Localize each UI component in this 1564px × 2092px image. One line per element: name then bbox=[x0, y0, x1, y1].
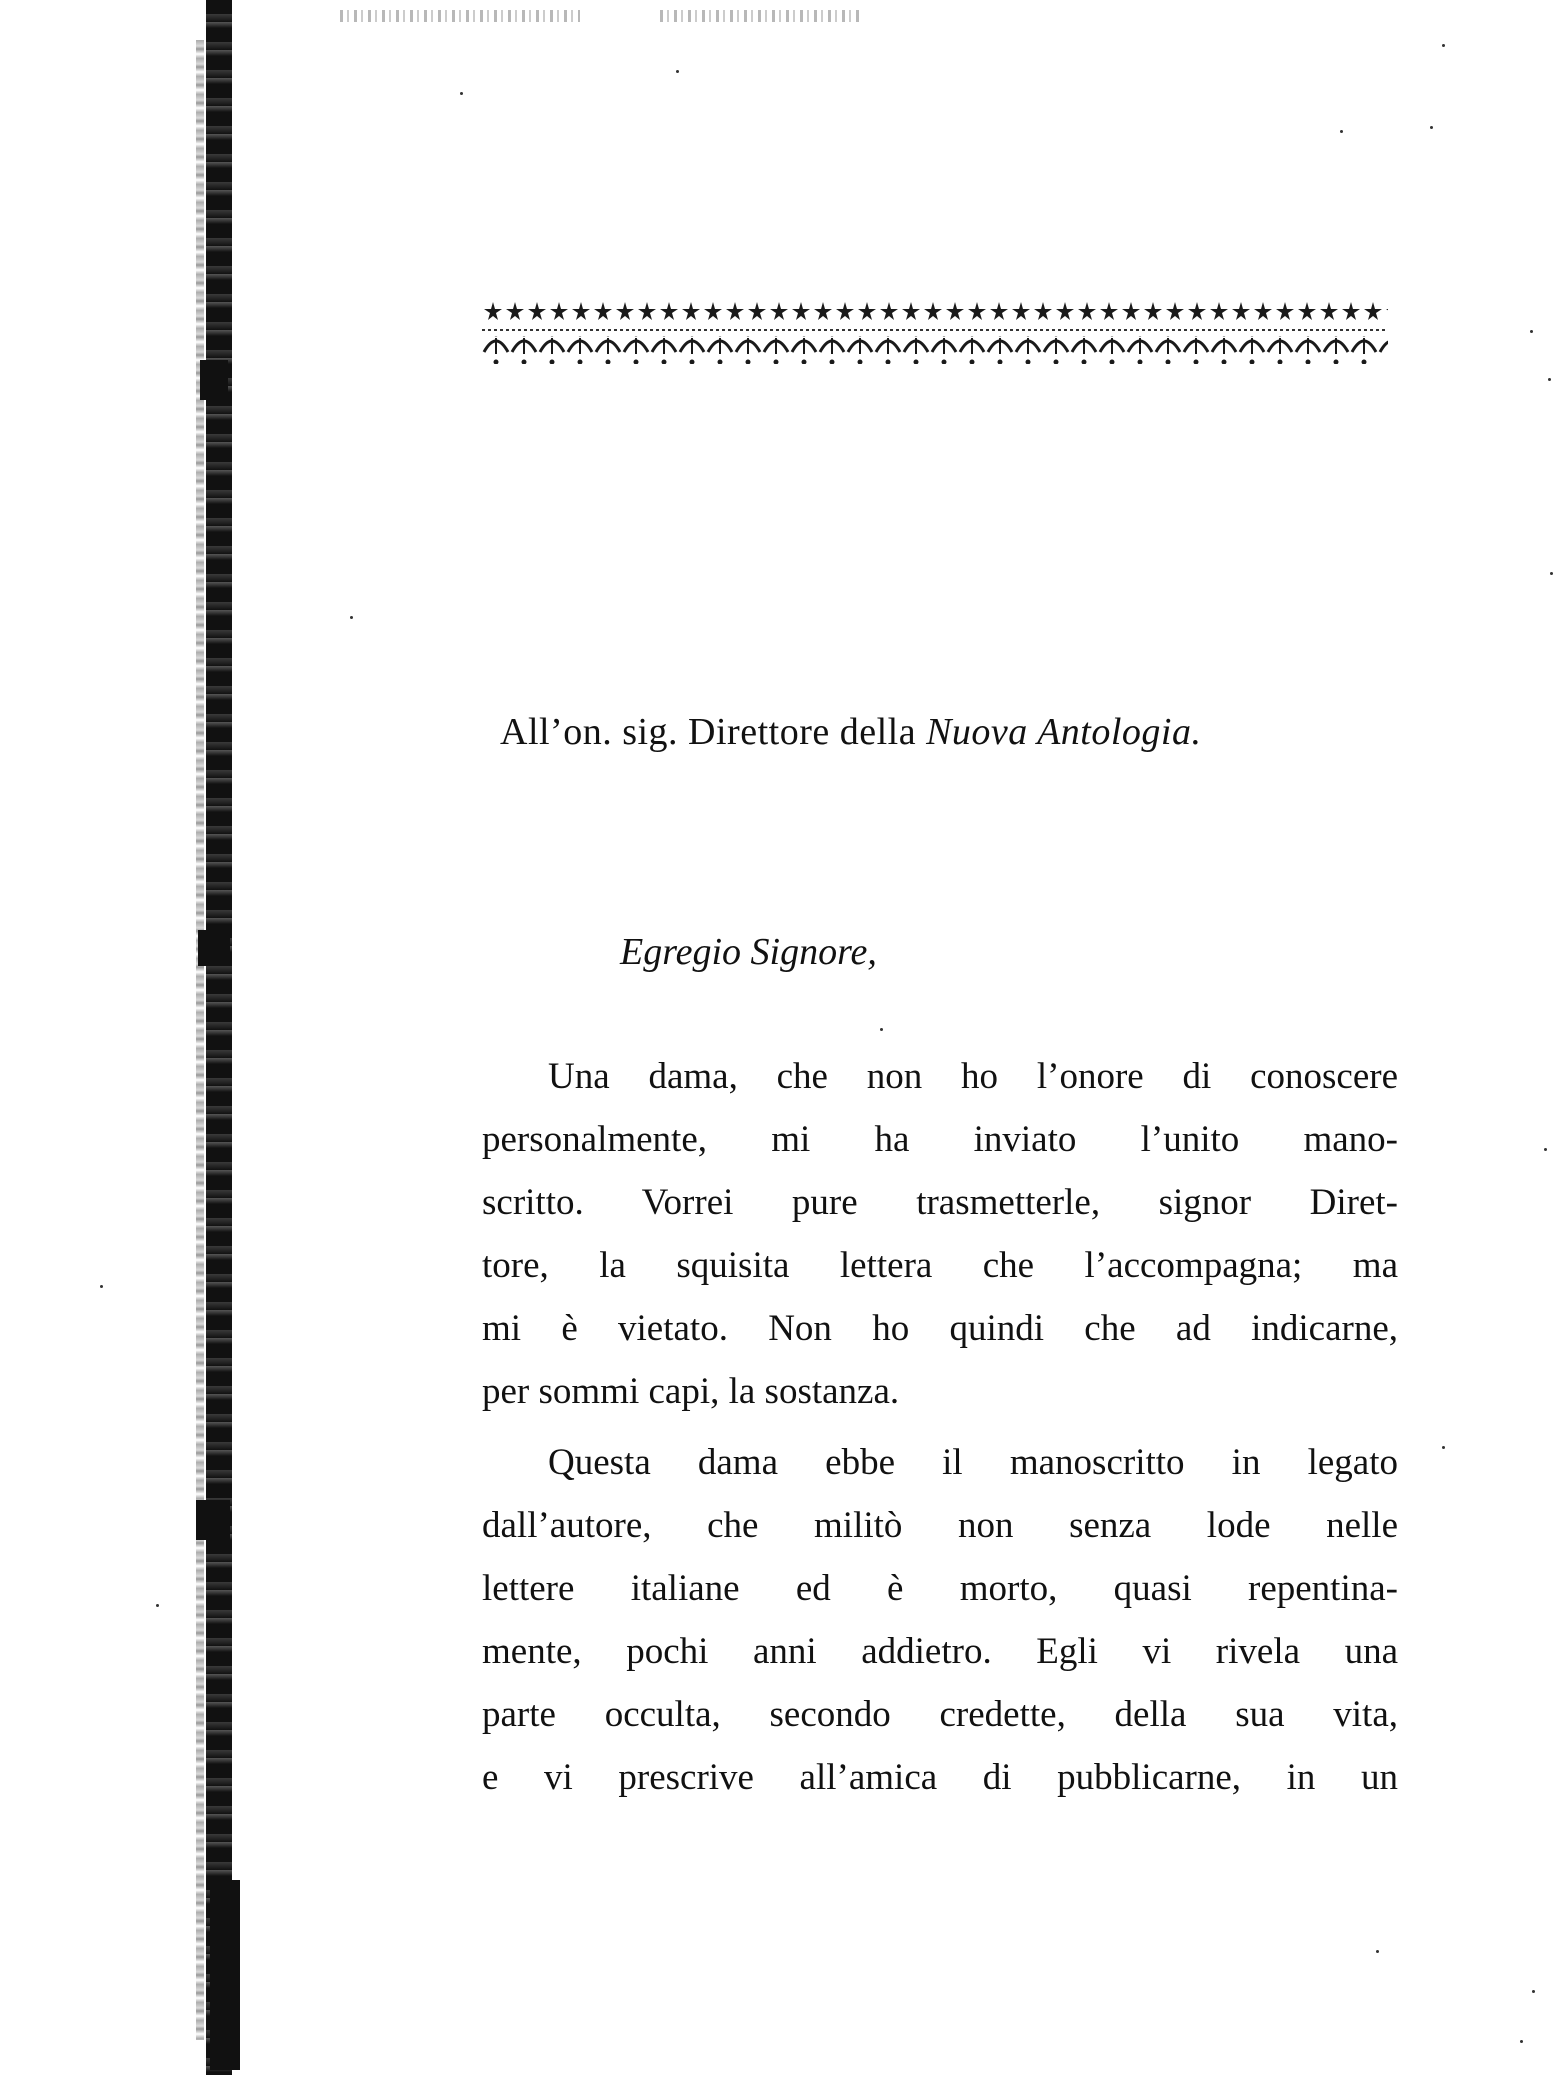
scan-speck bbox=[1550, 572, 1553, 575]
scan-speck bbox=[1376, 1950, 1379, 1953]
binding-mark bbox=[210, 1880, 240, 2070]
text-line: parte occulta, secondo credette, della sua vita, bbox=[482, 1694, 1398, 1735]
scan-speck bbox=[880, 1028, 883, 1031]
scan-speck bbox=[460, 92, 463, 95]
text-line: Una dama, che non ho l’onore di conoscere bbox=[548, 1056, 1398, 1097]
letter-heading bbox=[500, 710, 1400, 754]
scan-speck bbox=[1340, 130, 1343, 133]
salutation: Egregio Signore, bbox=[620, 931, 877, 973]
scan-noise bbox=[340, 10, 580, 22]
ornament-graphic bbox=[482, 300, 1388, 368]
binding-mark bbox=[200, 360, 228, 400]
binding-mark bbox=[196, 1500, 230, 1540]
text-line: scritto. Vorrei pure trasmetterle, signor Diret- bbox=[482, 1182, 1398, 1223]
text-line: tore, la squisita lettera che l’accompagna; ma bbox=[482, 1245, 1398, 1286]
text-line: per sommi capi, la sostanza. bbox=[482, 1371, 900, 1412]
scan-speck bbox=[156, 1604, 159, 1607]
text-line: mente, pochi anni addietro. Egli vi rivela una bbox=[482, 1631, 1398, 1672]
ornamental-band bbox=[482, 300, 1388, 368]
scan-speck bbox=[1442, 1446, 1445, 1449]
text-line: personalmente, mi ha inviato l’unito mano- bbox=[482, 1119, 1398, 1160]
letter-body bbox=[482, 1045, 1398, 1817]
scan-speck bbox=[1530, 330, 1533, 333]
text-line: Questa dama ebbe il manoscritto in legato bbox=[548, 1442, 1398, 1483]
paragraph bbox=[482, 1431, 1398, 1809]
paragraph bbox=[482, 1045, 1398, 1423]
scan-speck bbox=[350, 616, 353, 619]
scan-speck bbox=[1532, 1990, 1535, 1993]
scan-speck bbox=[100, 1285, 103, 1288]
scan-speck bbox=[1548, 378, 1551, 381]
scan-noise bbox=[660, 10, 860, 22]
binding-shadow bbox=[196, 40, 204, 2040]
text-line: lettere italiane ed è morto, quasi repentina- bbox=[482, 1568, 1398, 1609]
scan-speck bbox=[1430, 126, 1433, 129]
journal-title: Nuova Antologia. bbox=[926, 711, 1202, 753]
text-line: dall’autore, che militò non senza lode nelle bbox=[482, 1505, 1398, 1546]
scan-speck bbox=[1442, 44, 1445, 47]
binding-mark bbox=[198, 930, 230, 966]
scan-speck bbox=[1520, 2040, 1523, 2043]
scan-speck bbox=[1544, 1148, 1547, 1151]
text-line: e vi prescrive all’amica di pubblicarne, in un bbox=[482, 1757, 1398, 1798]
text-line: mi è vietato. Non ho quindi che ad indicarne, bbox=[482, 1308, 1398, 1349]
binding-edge bbox=[206, 0, 232, 2075]
scan-speck bbox=[676, 70, 679, 73]
heading-prefix: All’on. sig. Direttore della bbox=[500, 711, 917, 753]
